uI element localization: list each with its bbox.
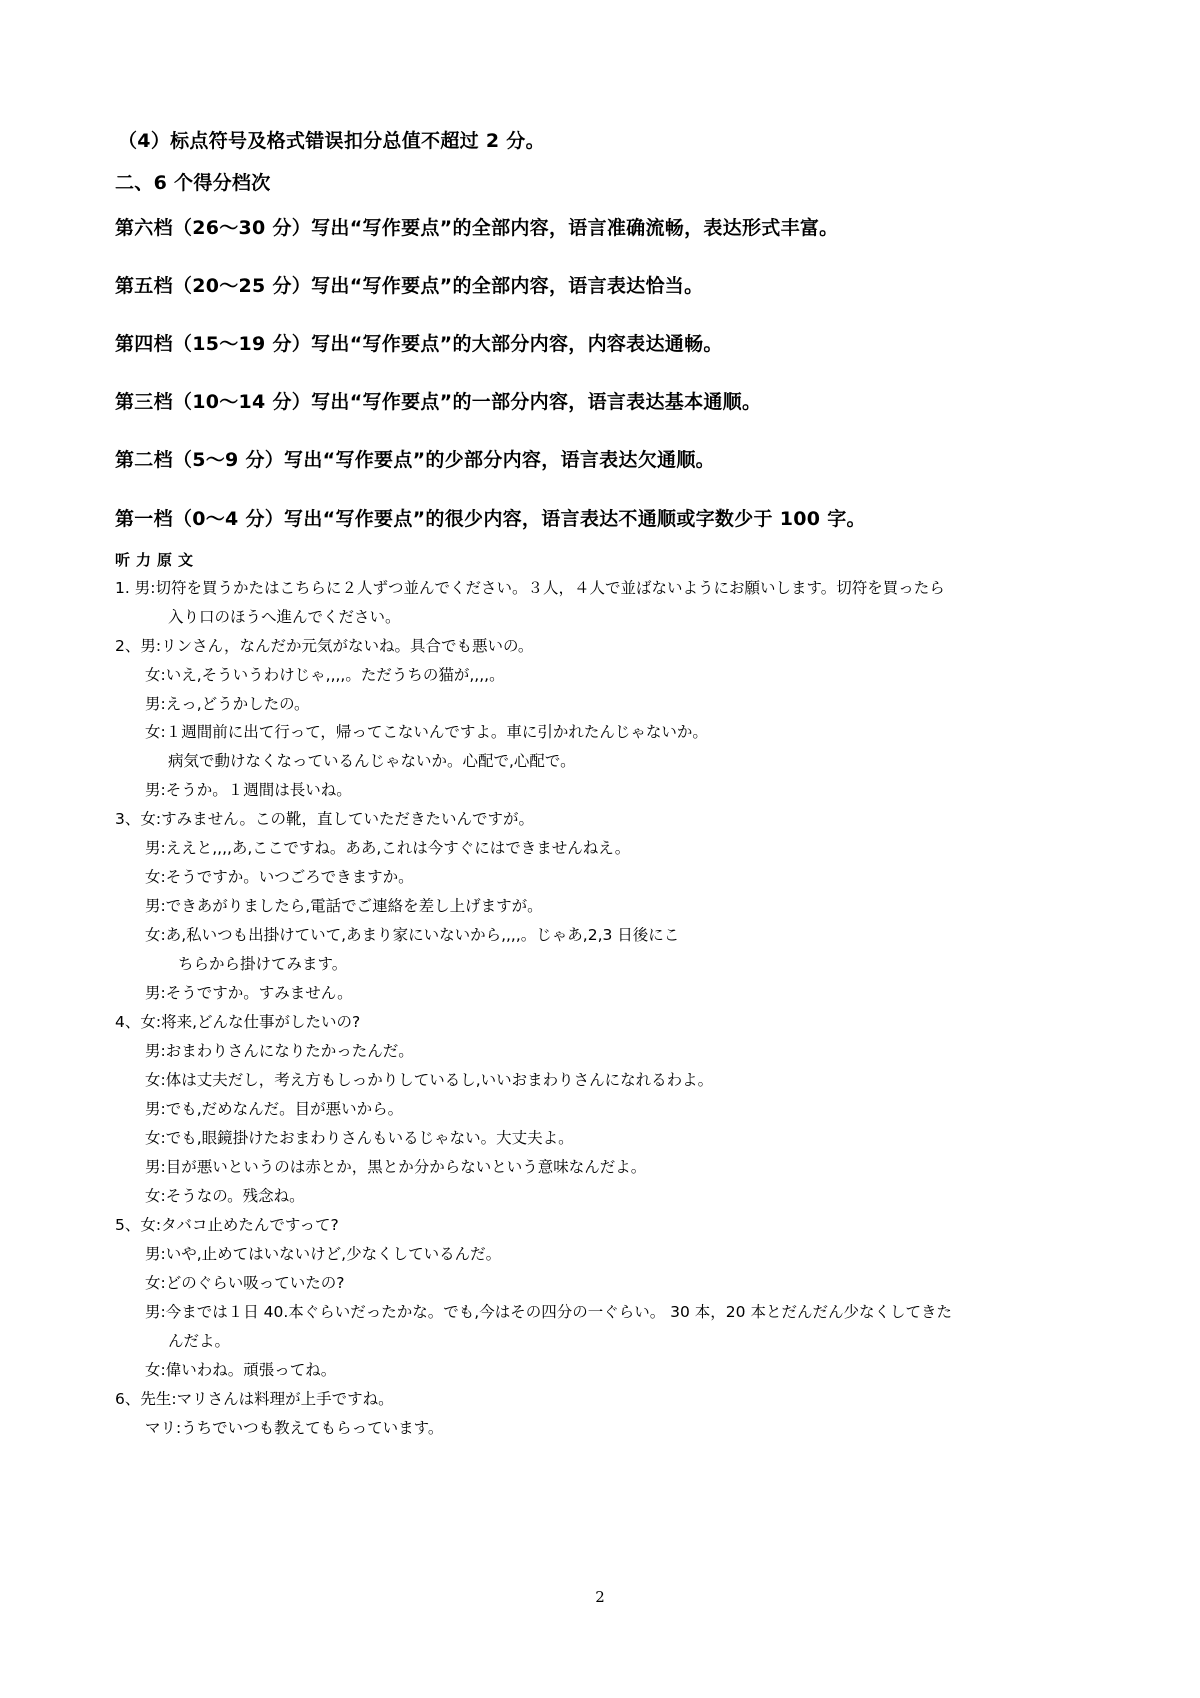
transcript-line: 女:１週間前に出て行って，帰ってこないんですよ。車に引かれたんじゃないか。	[145, 723, 708, 741]
transcript-line: 男:ええと,,,,あ,ここですね。ああ,これは今すぐにはできませんねえ。	[145, 839, 631, 857]
scoring-note: （4）标点符号及格式错误扣分总值不超过 2 分。	[118, 130, 545, 152]
transcript-line: 病気で動けなくなっているんじゃないか。心配で,心配で。	[168, 752, 576, 770]
transcript-line: 女:そうですか。いつごろできますか。	[145, 868, 414, 886]
level-5: 第五档（20～25 分）写出“写作要点”的全部内容，语言表达恰当。	[115, 275, 704, 297]
transcript-line: 男:そうですか。すみません。	[145, 984, 353, 1002]
level-6: 第六档（26～30 分）写出“写作要点”的全部内容，语言准确流畅，表达形式丰富。	[115, 217, 839, 239]
transcript-line: 女:あ,私いつも出掛けていて,あまり家にいないから,,,,。じゃあ,2,3 日後にこ	[145, 926, 680, 944]
transcript-line: 男:今までは１日 40.本ぐらいだったかな。でも,今はその四分の一ぐらい。 30 本，20 本とだんだん少なくしてきた	[145, 1303, 952, 1321]
transcript-title: 听力原文	[115, 551, 200, 569]
level-1: 第一档（0～4 分）写出“写作要点”的很少内容，语言表达不通顺或字数少于 100 字。	[115, 508, 866, 530]
transcript-line: 女:いえ,そういうわけじゃ,,,,。ただうちの猫が,,,,。	[145, 666, 505, 684]
transcript-line: 6、先生:マリさんは料理が上手ですね。	[115, 1390, 394, 1408]
transcript-line: 3、女:すみません。この靴，直していただきたいんですが。	[115, 810, 535, 828]
transcript-line: 女:そうなの。残念ね。	[145, 1187, 305, 1205]
transcript-line: 4、女:将来,どんな仕事がしたいの?	[115, 1013, 361, 1031]
level-3: 第三档（10～14 分）写出“写作要点”的一部分内容，语言表达基本通顺。	[115, 391, 762, 413]
transcript-line: 男:でも,だめなんだ。目が悪いから。	[145, 1100, 404, 1118]
transcript-line: 女:どのぐらい吸っていたの?	[145, 1274, 345, 1292]
transcript-line: 女:体は丈夫だし，考え方もしっかりしているし,いいおまわりさんになれるわよ。	[145, 1071, 714, 1089]
transcript-line: 2、男:リンさん，なんだか元気がないね。具合でも悪いの。	[115, 637, 534, 655]
levels-title: 二、6 个得分档次	[115, 172, 271, 194]
transcript-line: 女:でも,眼鏡掛けたおまわりさんもいるじゃない。大丈夫よ。	[145, 1129, 574, 1147]
transcript-line: 入り口のほうへ進んでください。	[168, 608, 401, 626]
level-4: 第四档（15～19 分）写出“写作要点”的大部分内容，内容表达通畅。	[115, 333, 723, 355]
transcript-line: んだよ。	[168, 1332, 231, 1350]
transcript-line: マリ:うちでいつも教えてもらっています。	[145, 1419, 444, 1437]
level-2: 第二档（5～9 分）写出“写作要点”的少部分内容，语言表达欠通顺。	[115, 449, 715, 471]
transcript-line: 1. 男:切符を買うかたはこちらに２人ずつ並んでください。３人，４人で並ばないようにお願いします。切符を買ったら	[115, 579, 945, 597]
transcript-line: 男:えっ,どうかしたの。	[145, 695, 310, 713]
transcript-line: 女:偉いわね。頑張ってね。	[145, 1361, 337, 1379]
transcript-line: ちらから掛けてみます。	[178, 955, 348, 973]
transcript-line: 男:そうか。１週間は長いね。	[145, 781, 352, 799]
page-number: 2	[595, 1588, 605, 1606]
transcript-line: 5、女:タバコ止めたんですって?	[115, 1216, 339, 1234]
transcript-line: 男:いや,止めてはいないけど,少なくしているんだ。	[145, 1245, 502, 1263]
transcript-line: 男:できあがりましたら,電話でご連絡を差し上げますが。	[145, 897, 543, 915]
transcript-line: 男:おまわりさんになりたかったんだ。	[145, 1042, 414, 1060]
transcript-line: 男:目が悪いというのは赤とか，黒とか分からないという意味なんだよ。	[145, 1158, 647, 1176]
